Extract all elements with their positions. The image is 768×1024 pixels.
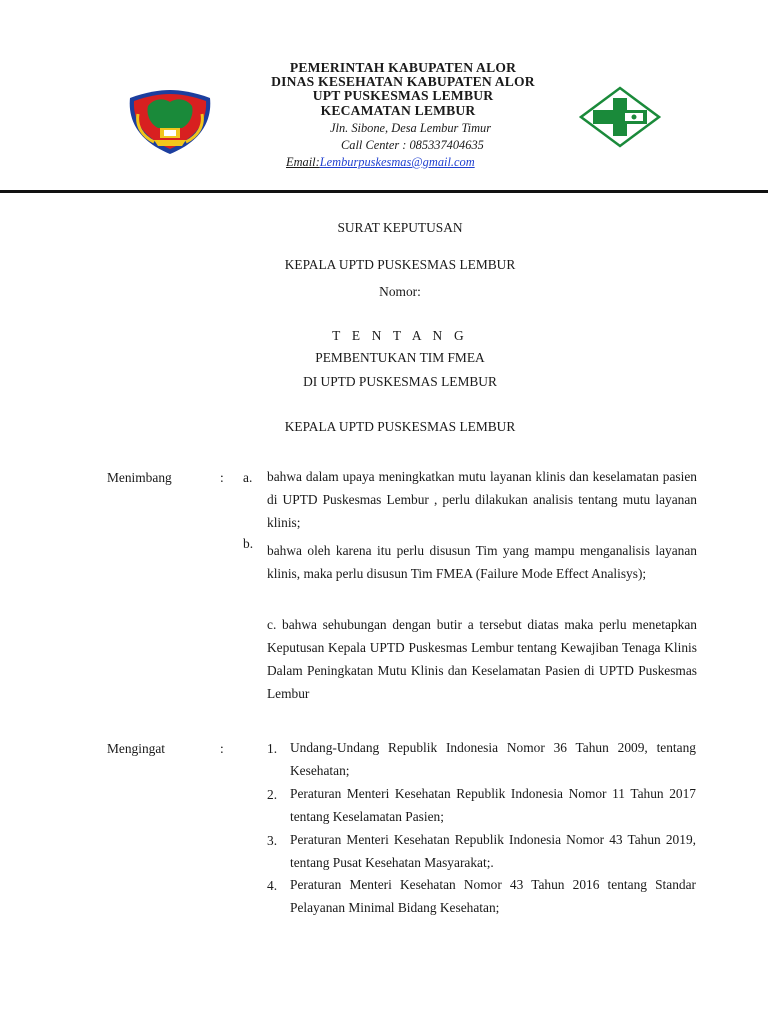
- letterhead-district: KECAMATAN LEMBUR: [320, 102, 476, 118]
- letterhead-government: PEMERINTAH KABUPATEN ALOR: [289, 60, 517, 75]
- mengingat-marker-4: 4.: [267, 878, 278, 893]
- regency-emblem-icon: [124, 84, 216, 156]
- email-label: Email:: [286, 154, 320, 169]
- mengingat-colon: :: [220, 741, 224, 756]
- letterhead-divider: [0, 190, 768, 193]
- mengingat-item-2: Peraturan Menteri Kesehatan Republik Indonesia Nomor 11 Tahun 2017 tentang Keselamatan Pasien;: [290, 786, 696, 824]
- letterhead-email: [286, 154, 576, 171]
- menimbang-item-a: bahwa dalam upaya meningkatkan mutu layanan klinis dan keselamatan pasien di UPTD Puskesmas Lembur , perlu dilakukan analisis tentang mutu layanan klinis;: [267, 469, 697, 530]
- menimbang-colon: :: [220, 470, 224, 485]
- menimbang-item-c: c. bahwa sehubungan dengan butir a tersebut diatas maka perlu menetapkan Keputusan Kepala UPTD Puskesmas Lembur tentang Kewajiban Tenaga Klinis Dalam Peningkatan Mutu Klinis dan Keselamatan Pasien di UPTD Puskesmas Lembur: [267, 617, 697, 701]
- menimbang-marker-a: a.: [243, 470, 253, 485]
- mengingat-item-4: Peraturan Menteri Kesehatan Nomor 43 Tahun 2016 tentang Standar Pelayanan Minimal Bidang Kesehatan;: [290, 877, 696, 915]
- mengingat-item-3: Peraturan Menteri Kesehatan Republik Indonesia Nomor 43 Tahun 2019, tentang Pusat Kesehatan Masyarakat;.: [290, 832, 696, 870]
- letterhead-address: Jln. Sibone, Desa Lembur Timur: [330, 120, 492, 135]
- puskesmas-cross-icon: [579, 86, 661, 148]
- document-subject-line1: PEMBENTUKAN TIM FMEA: [315, 350, 485, 365]
- letterhead-department: DINAS KESEHATAN KABUPATEN ALOR: [271, 74, 535, 90]
- mengingat-label: Mengingat: [107, 741, 166, 756]
- letterhead-call-center: Call Center : 085337404635: [341, 137, 484, 152]
- menimbang-item-b: bahwa oleh karena itu perlu disusun Tim yang mampu menganalisis layanan klinis, maka perlu disusun Tim FMEA (Failure Mode Effect Analisys);: [267, 543, 697, 581]
- document-type: SURAT KEPUTUSAN: [337, 220, 463, 235]
- mengingat-marker-1: 1.: [267, 741, 278, 756]
- email-link[interactable]: Lemburpuskesmas@gmail.com: [319, 154, 475, 169]
- menimbang-label: Menimbang: [107, 470, 172, 485]
- document-number: Nomor:: [379, 284, 421, 299]
- document-issuer: KEPALA UPTD PUSKESMAS LEMBUR: [284, 257, 516, 272]
- menimbang-marker-b: b.: [243, 536, 254, 551]
- document-subject-line2: DI UPTD PUSKESMAS LEMBUR: [303, 374, 497, 389]
- letterhead: [230, 61, 576, 171]
- mengingat-item-1: Undang-Undang Republik Indonesia Nomor 36 Tahun 2009, tentang Kesehatan;: [290, 740, 696, 778]
- document-about: T E N T A N G: [332, 328, 468, 343]
- mengingat-marker-3: 3.: [267, 833, 278, 848]
- letterhead-unit: UPT PUSKESMAS LEMBUR: [312, 88, 494, 104]
- mengingat-marker-2: 2.: [267, 787, 278, 802]
- document-issuer-heading: KEPALA UPTD PUSKESMAS LEMBUR: [284, 419, 516, 434]
